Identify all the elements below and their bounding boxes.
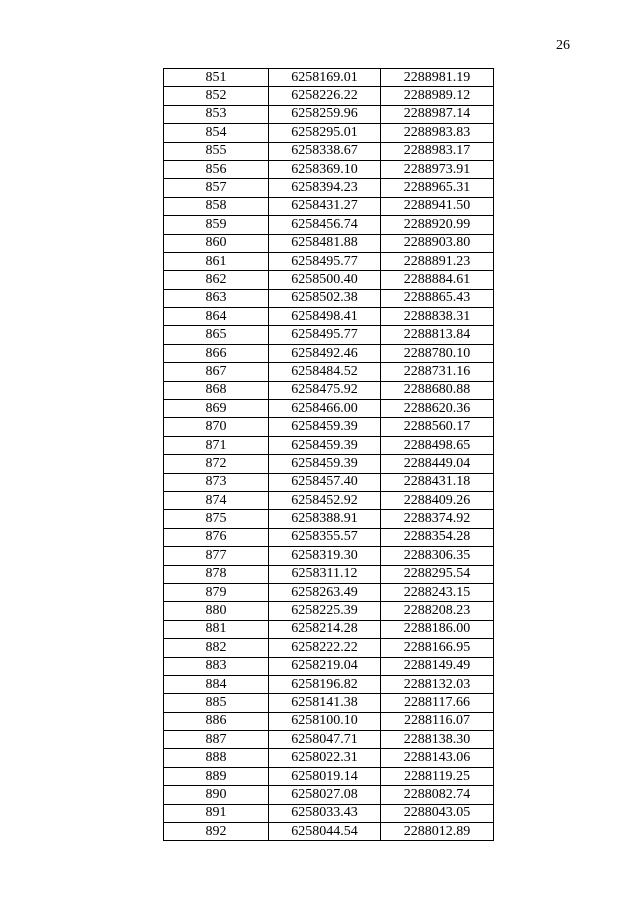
table-row [164, 455, 494, 473]
x-coordinate-cell: 6258492.46 [269, 344, 381, 362]
y-coordinate-cell: 2288431.18 [381, 473, 494, 491]
table-row [164, 675, 494, 693]
table-row [164, 418, 494, 436]
table-row [164, 528, 494, 546]
point-number-cell: 868 [164, 381, 269, 399]
point-number-cell: 888 [164, 749, 269, 767]
point-number-cell: 856 [164, 160, 269, 178]
y-coordinate-cell: 2288012.89 [381, 823, 494, 841]
y-coordinate-cell: 2288119.25 [381, 767, 494, 785]
coordinates-table [163, 68, 494, 841]
x-coordinate-cell: 6258431.27 [269, 197, 381, 215]
y-coordinate-cell: 2288891.23 [381, 252, 494, 270]
x-coordinate-cell: 6258196.82 [269, 675, 381, 693]
point-number-cell: 876 [164, 528, 269, 546]
y-coordinate-cell: 2288838.31 [381, 308, 494, 326]
table-row [164, 491, 494, 509]
y-coordinate-cell: 2288813.84 [381, 326, 494, 344]
table-row [164, 271, 494, 289]
point-number-cell: 880 [164, 602, 269, 620]
x-coordinate-cell: 6258459.39 [269, 436, 381, 454]
table-row [164, 510, 494, 528]
y-coordinate-cell: 2288620.36 [381, 400, 494, 418]
point-number-cell: 866 [164, 344, 269, 362]
x-coordinate-cell: 6258141.38 [269, 694, 381, 712]
point-number-cell: 891 [164, 804, 269, 822]
point-number-cell: 859 [164, 216, 269, 234]
table-row [164, 326, 494, 344]
point-number-cell: 879 [164, 583, 269, 601]
y-coordinate-cell: 2288973.91 [381, 160, 494, 178]
point-number-cell: 885 [164, 694, 269, 712]
point-number-cell: 877 [164, 547, 269, 565]
y-coordinate-cell: 2288409.26 [381, 491, 494, 509]
point-number-cell: 867 [164, 363, 269, 381]
table-row [164, 308, 494, 326]
y-coordinate-cell: 2288941.50 [381, 197, 494, 215]
y-coordinate-cell: 2288186.00 [381, 620, 494, 638]
point-number-cell: 869 [164, 400, 269, 418]
y-coordinate-cell: 2288560.17 [381, 418, 494, 436]
x-coordinate-cell: 6258319.30 [269, 547, 381, 565]
y-coordinate-cell: 2288117.66 [381, 694, 494, 712]
x-coordinate-cell: 6258226.22 [269, 87, 381, 105]
table-row [164, 160, 494, 178]
x-coordinate-cell: 6258338.67 [269, 142, 381, 160]
x-coordinate-cell: 6258484.52 [269, 363, 381, 381]
y-coordinate-cell: 2288920.99 [381, 216, 494, 234]
y-coordinate-cell: 2288680.88 [381, 381, 494, 399]
y-coordinate-cell: 2288374.92 [381, 510, 494, 528]
x-coordinate-cell: 6258388.91 [269, 510, 381, 528]
point-number-cell: 865 [164, 326, 269, 344]
point-number-cell: 858 [164, 197, 269, 215]
table-row [164, 620, 494, 638]
y-coordinate-cell: 2288208.23 [381, 602, 494, 620]
x-coordinate-cell: 6258456.74 [269, 216, 381, 234]
x-coordinate-cell: 6258481.88 [269, 234, 381, 252]
x-coordinate-cell: 6258222.22 [269, 639, 381, 657]
point-number-cell: 871 [164, 436, 269, 454]
x-coordinate-cell: 6258033.43 [269, 804, 381, 822]
point-number-cell: 887 [164, 731, 269, 749]
x-coordinate-cell: 6258495.77 [269, 252, 381, 270]
point-number-cell: 861 [164, 252, 269, 270]
point-number-cell: 854 [164, 124, 269, 142]
x-coordinate-cell: 6258259.96 [269, 105, 381, 123]
x-coordinate-cell: 6258169.01 [269, 69, 381, 87]
y-coordinate-cell: 2288731.16 [381, 363, 494, 381]
table-row [164, 565, 494, 583]
table-row [164, 639, 494, 657]
x-coordinate-cell: 6258214.28 [269, 620, 381, 638]
y-coordinate-cell: 2288498.65 [381, 436, 494, 454]
table-row [164, 87, 494, 105]
x-coordinate-cell: 6258495.77 [269, 326, 381, 344]
x-coordinate-cell: 6258027.08 [269, 786, 381, 804]
point-number-cell: 852 [164, 87, 269, 105]
y-coordinate-cell: 2288306.35 [381, 547, 494, 565]
point-number-cell: 855 [164, 142, 269, 160]
y-coordinate-cell: 2288983.17 [381, 142, 494, 160]
table-row [164, 731, 494, 749]
point-number-cell: 882 [164, 639, 269, 657]
point-number-cell: 881 [164, 620, 269, 638]
table-row [164, 252, 494, 270]
x-coordinate-cell: 6258457.40 [269, 473, 381, 491]
x-coordinate-cell: 6258263.49 [269, 583, 381, 601]
point-number-cell: 890 [164, 786, 269, 804]
point-number-cell: 864 [164, 308, 269, 326]
y-coordinate-cell: 2288780.10 [381, 344, 494, 362]
x-coordinate-cell: 6258311.12 [269, 565, 381, 583]
point-number-cell: 892 [164, 823, 269, 841]
point-number-cell: 857 [164, 179, 269, 197]
point-number-cell: 851 [164, 69, 269, 87]
y-coordinate-cell: 2288987.14 [381, 105, 494, 123]
y-coordinate-cell: 2288449.04 [381, 455, 494, 473]
point-number-cell: 878 [164, 565, 269, 583]
table-row [164, 767, 494, 785]
table-row [164, 712, 494, 730]
table-row [164, 400, 494, 418]
x-coordinate-cell: 6258452.92 [269, 491, 381, 509]
table-row [164, 363, 494, 381]
x-coordinate-cell: 6258044.54 [269, 823, 381, 841]
table-row [164, 344, 494, 362]
x-coordinate-cell: 6258459.39 [269, 455, 381, 473]
y-coordinate-cell: 2288132.03 [381, 675, 494, 693]
x-coordinate-cell: 6258502.38 [269, 289, 381, 307]
x-coordinate-cell: 6258498.41 [269, 308, 381, 326]
table-row [164, 436, 494, 454]
table-row [164, 786, 494, 804]
table-row [164, 179, 494, 197]
table-row [164, 473, 494, 491]
x-coordinate-cell: 6258394.23 [269, 179, 381, 197]
table-row [164, 142, 494, 160]
y-coordinate-cell: 2288865.43 [381, 289, 494, 307]
coordinates-table-body [164, 69, 494, 841]
point-number-cell: 870 [164, 418, 269, 436]
point-number-cell: 873 [164, 473, 269, 491]
y-coordinate-cell: 2288149.49 [381, 657, 494, 675]
x-coordinate-cell: 6258219.04 [269, 657, 381, 675]
y-coordinate-cell: 2288043.05 [381, 804, 494, 822]
x-coordinate-cell: 6258500.40 [269, 271, 381, 289]
x-coordinate-cell: 6258019.14 [269, 767, 381, 785]
point-number-cell: 889 [164, 767, 269, 785]
table-row [164, 602, 494, 620]
x-coordinate-cell: 6258466.00 [269, 400, 381, 418]
table-row [164, 197, 494, 215]
point-number-cell: 863 [164, 289, 269, 307]
table-row [164, 804, 494, 822]
x-coordinate-cell: 6258369.10 [269, 160, 381, 178]
point-number-cell: 883 [164, 657, 269, 675]
point-number-cell: 862 [164, 271, 269, 289]
table-row [164, 694, 494, 712]
x-coordinate-cell: 6258225.39 [269, 602, 381, 620]
x-coordinate-cell: 6258295.01 [269, 124, 381, 142]
table-row [164, 547, 494, 565]
table-row [164, 216, 494, 234]
x-coordinate-cell: 6258022.31 [269, 749, 381, 767]
x-coordinate-cell: 6258355.57 [269, 528, 381, 546]
table-row [164, 69, 494, 87]
y-coordinate-cell: 2288116.07 [381, 712, 494, 730]
x-coordinate-cell: 6258475.92 [269, 381, 381, 399]
x-coordinate-cell: 6258047.71 [269, 731, 381, 749]
y-coordinate-cell: 2288965.31 [381, 179, 494, 197]
y-coordinate-cell: 2288903.80 [381, 234, 494, 252]
page-number: 26 [556, 38, 570, 53]
y-coordinate-cell: 2288981.19 [381, 69, 494, 87]
y-coordinate-cell: 2288166.95 [381, 639, 494, 657]
table-row [164, 583, 494, 601]
table-row [164, 749, 494, 767]
point-number-cell: 874 [164, 491, 269, 509]
table-row [164, 381, 494, 399]
y-coordinate-cell: 2288138.30 [381, 731, 494, 749]
table-row [164, 823, 494, 841]
y-coordinate-cell: 2288354.28 [381, 528, 494, 546]
x-coordinate-cell: 6258459.39 [269, 418, 381, 436]
point-number-cell: 853 [164, 105, 269, 123]
x-coordinate-cell: 6258100.10 [269, 712, 381, 730]
table-row [164, 289, 494, 307]
table-row [164, 124, 494, 142]
table-row [164, 234, 494, 252]
point-number-cell: 875 [164, 510, 269, 528]
point-number-cell: 872 [164, 455, 269, 473]
y-coordinate-cell: 2288884.61 [381, 271, 494, 289]
y-coordinate-cell: 2288243.15 [381, 583, 494, 601]
y-coordinate-cell: 2288989.12 [381, 87, 494, 105]
point-number-cell: 886 [164, 712, 269, 730]
y-coordinate-cell: 2288983.83 [381, 124, 494, 142]
y-coordinate-cell: 2288295.54 [381, 565, 494, 583]
table-row [164, 105, 494, 123]
point-number-cell: 860 [164, 234, 269, 252]
table-row [164, 657, 494, 675]
point-number-cell: 884 [164, 675, 269, 693]
y-coordinate-cell: 2288143.06 [381, 749, 494, 767]
y-coordinate-cell: 2288082.74 [381, 786, 494, 804]
